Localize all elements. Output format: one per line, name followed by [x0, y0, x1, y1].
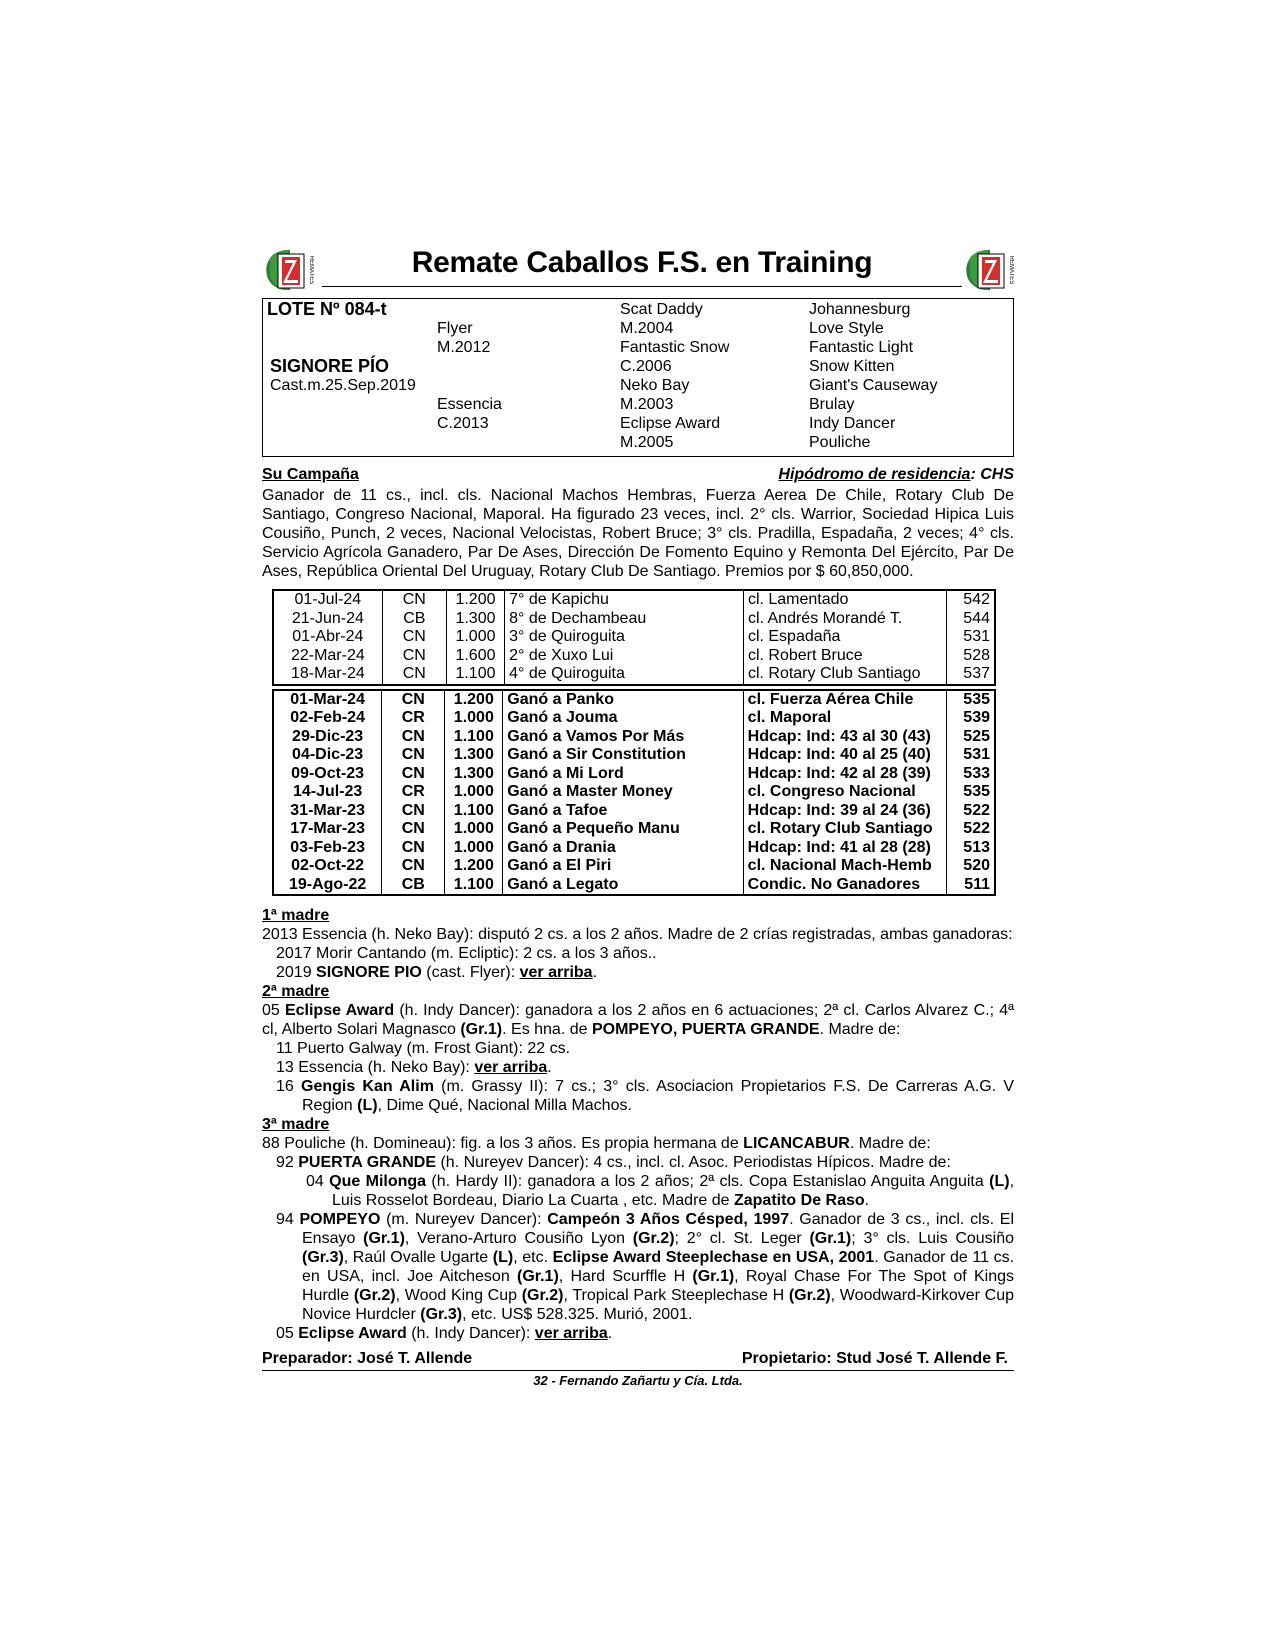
sire-info: M.2012 — [437, 339, 491, 356]
race-class: Hdcap: Ind: 40 al 25 (40) — [743, 746, 947, 765]
text: , Hard Scurffle H — [558, 1268, 693, 1285]
text: (Gr.1) — [692, 1268, 735, 1285]
race-row — [273, 590, 995, 610]
produce-entry — [262, 963, 1014, 982]
dam-info: C.2013 — [437, 415, 489, 432]
race-class: cl. Fuerza Aérea Chile — [743, 690, 947, 710]
race-date: 09-Oct-23 — [273, 765, 382, 784]
gen3-entry: Love Style — [809, 320, 884, 337]
page-header — [262, 240, 1014, 294]
text: , etc. — [513, 1249, 553, 1266]
race-track: CN — [382, 628, 446, 647]
race-result: 3° de Quiroguita — [505, 628, 744, 647]
race-track: CR — [382, 783, 445, 802]
race-track: CR — [382, 709, 445, 728]
dam-name: Essencia — [437, 396, 502, 413]
race-distance: 1.000 — [445, 839, 503, 858]
race-distance: 1.100 — [445, 728, 503, 747]
text: . — [547, 1059, 552, 1076]
text: 16 — [276, 1078, 301, 1095]
race-distance: 1.600 — [446, 647, 504, 666]
text: Zapatito De Raso — [733, 1192, 865, 1209]
first-dam-section — [262, 906, 1014, 1343]
race-row — [273, 820, 995, 839]
produce-entry — [262, 1153, 1014, 1172]
race-distance: 1.100 — [446, 665, 504, 685]
catalog-page — [262, 240, 1014, 1388]
race-weight: 528 — [947, 647, 995, 666]
race-weight: 531 — [947, 628, 995, 647]
text: (Gr.1) — [460, 1021, 503, 1038]
gen2-entry: Fantastic Snow — [620, 339, 730, 356]
text: 2019 — [276, 964, 317, 981]
race-result: Ganó a Mi Lord — [503, 765, 743, 784]
trainer: Preparador: José T. Allende — [262, 1350, 473, 1367]
race-distance: 1.300 — [445, 765, 503, 784]
gen3-entry: Johannesburg — [809, 301, 911, 318]
gen2-entry: M.2005 — [620, 434, 674, 451]
text: 05 — [262, 1002, 285, 1019]
campaign-heading: Su Campaña — [262, 466, 359, 483]
race-class: Hdcap: Ind: 41 al 28 (28) — [743, 839, 947, 858]
text: (Gr.1) — [516, 1268, 559, 1285]
gen2-entry: Eclipse Award — [620, 415, 721, 432]
race-distance: 1.000 — [445, 820, 503, 839]
text: PUERTA GRANDE — [298, 1154, 437, 1171]
text: (Gr.2) — [521, 1287, 564, 1304]
text: (h. Hardy II): ganadora a los 2 años; 2ª cls. Copa Estanislao Anguita Anguita — [426, 1173, 990, 1190]
horse-info: Cast.m.25.Sep.2019 — [270, 377, 416, 394]
race-date: 02-Oct-22 — [273, 857, 382, 876]
first-dam-heading: 1ª madre — [262, 907, 330, 924]
race-weight: 522 — [947, 802, 995, 821]
race-class: cl. Rotary Club Santiago — [743, 820, 947, 839]
race-result: Ganó a Pequeño Manu — [503, 820, 743, 839]
race-track: CN — [382, 839, 445, 858]
text: Eclipse Award — [298, 1325, 407, 1342]
lot-number: LOTE Nº 084-t — [267, 299, 387, 319]
race-track: CN — [382, 746, 445, 765]
text: , Raúl Ovalle Ugarte — [343, 1249, 493, 1266]
text: , Verano-Arturo Cousiño Lyon — [404, 1230, 633, 1247]
text: (m. Nureyev Dancer): — [380, 1211, 548, 1228]
text: Eclipse Award Steeplechase en USA, 2001 — [552, 1249, 875, 1266]
race-track: CN — [382, 820, 445, 839]
logo-text-right: REMATES — [1008, 255, 1014, 285]
race-weight: 535 — [947, 690, 995, 710]
gen3-entry: Fantastic Light — [809, 339, 914, 356]
race-date: 29-Dic-23 — [273, 728, 382, 747]
text: (L) — [357, 1097, 378, 1114]
text: POMPEYO, PUERTA GRANDE — [591, 1021, 820, 1038]
race-row — [273, 628, 995, 647]
residence-value: : CHS — [970, 466, 1014, 483]
race-distance: 1.100 — [445, 802, 503, 821]
produce-entry: 11 Puerto Galway (m. Frost Giant): 22 cs. — [276, 1040, 571, 1057]
race-result: Ganó a Vamos Por Más — [503, 728, 743, 747]
second-dam-text — [262, 1001, 1014, 1039]
race-class: cl. Nacional Mach-Hemb — [743, 857, 947, 876]
text: LICANCABUR — [743, 1135, 850, 1152]
race-class: cl. Lamentado — [743, 590, 946, 610]
text: , Wood King Cup — [395, 1287, 522, 1304]
race-result: 7° de Kapichu — [505, 590, 744, 610]
pedigree-box — [262, 298, 1014, 457]
text: . Ganador de 11 cs. en USA, incl. Joe Aitcheson — [302, 1249, 1015, 1285]
race-track: CN — [382, 765, 445, 784]
text: . Madre de: — [819, 1021, 901, 1038]
gen2-entry: C.2006 — [620, 358, 672, 375]
text: 04 — [306, 1173, 330, 1190]
owner: Propietario: Stud José T. Allende F. — [741, 1350, 1008, 1367]
race-row — [273, 802, 995, 821]
race-date: 01-Mar-24 — [273, 690, 382, 710]
race-weight: 542 — [947, 590, 995, 610]
race-result: Ganó a Master Money — [503, 783, 743, 802]
produce-entry — [262, 1058, 1014, 1077]
text: . — [592, 964, 598, 981]
race-class: Hdcap: Ind: 43 al 30 (43) — [743, 728, 947, 747]
race-distance: 1.200 — [445, 857, 503, 876]
text: 94 — [276, 1211, 300, 1228]
gen2-entry: Neko Bay — [620, 377, 690, 394]
text: (Gr.1) — [809, 1230, 852, 1247]
produce-entry: 2017 Morir Cantando (m. Ecliptic): 2 cs. a los 3 años.. — [276, 945, 657, 962]
race-row — [273, 857, 995, 876]
race-class: Hdcap: Ind: 42 al 28 (39) — [743, 765, 947, 784]
race-date: 22-Mar-24 — [273, 647, 382, 666]
see-above-link[interactable]: ver arriba — [519, 964, 593, 981]
page-title: Remate Caballos F.S. en Training — [322, 240, 962, 287]
text: (Gr.3) — [302, 1249, 344, 1266]
third-dam-heading: 3ª madre — [262, 1116, 330, 1133]
race-distance: 1.300 — [445, 746, 503, 765]
second-dam-heading: 2ª madre — [262, 983, 330, 1000]
race-distance: 1.000 — [446, 628, 504, 647]
race-weight: 535 — [947, 783, 995, 802]
text: 92 — [276, 1154, 299, 1171]
text: POMPEYO — [299, 1211, 381, 1228]
race-track: CN — [382, 590, 446, 610]
produce-entry — [262, 1077, 1014, 1115]
wins-table — [272, 689, 996, 897]
race-class: cl. Maporal — [743, 709, 947, 728]
footer-credits — [262, 1348, 1014, 1371]
gen3-entry: Brulay — [809, 396, 855, 413]
text: (Gr.1) — [363, 1230, 405, 1247]
race-row — [273, 876, 995, 896]
race-track: CN — [382, 857, 445, 876]
race-result: Ganó a Sir Constitution — [503, 746, 743, 765]
text: , etc. US$ 528.325. Murió, 2001. — [462, 1306, 693, 1323]
sire-name: Flyer — [437, 320, 473, 337]
race-row — [273, 709, 995, 728]
text: (h. Indy Dancer): ganadora a los 2 años en 6 actuaciones; 2ª cl. Carlos Alvarez C.; 4ª cl, Alberto Solari Magnasco — [262, 1002, 1015, 1038]
race-row — [273, 728, 995, 747]
race-row — [273, 665, 995, 685]
race-date: 01-Abr-24 — [273, 628, 382, 647]
text: (L) — [989, 1173, 1010, 1190]
race-result: Ganó a Jouma — [503, 709, 743, 728]
gen3-entry: Pouliche — [809, 434, 871, 451]
text: ; 2° cl. St. Leger — [674, 1230, 810, 1247]
race-result: 4° de Quiroguita — [505, 665, 744, 685]
text: (Gr.2) — [788, 1287, 831, 1304]
residence — [778, 466, 1014, 484]
text: ; 3° cls. Luis Cousiño — [851, 1230, 1015, 1247]
race-result: 8° de Dechambeau — [505, 610, 744, 629]
race-date: 14-Jul-23 — [273, 783, 382, 802]
residence-label: Hipódromo de residencia — [778, 466, 971, 483]
race-class: cl. Rotary Club Santiago — [743, 665, 946, 685]
race-result: Ganó a Tafoe — [503, 802, 743, 821]
gen3-entry: Snow Kitten — [809, 358, 895, 375]
race-track: CN — [382, 665, 446, 685]
gen2-entry: M.2004 — [620, 320, 674, 337]
race-date: 01-Jul-24 — [273, 590, 382, 610]
race-date: 21-Jun-24 — [273, 610, 382, 629]
text: . Ganador de 3 cs., incl. cls. El Ensayo — [302, 1211, 1015, 1247]
text: (L) — [492, 1249, 514, 1266]
text: SIGNORE PIO — [316, 964, 422, 981]
zanartu-logo-right — [962, 246, 1014, 292]
race-weight: 513 — [947, 839, 995, 858]
race-distance: 1.200 — [446, 590, 504, 610]
race-result: Ganó a Panko — [503, 690, 743, 710]
campaign-text: Ganador de 11 cs., incl. cls. Nacional Machos Hembras, Fuerza Aerea De Chile, Rotary Club De Santiago, Congreso Nacional, Maporal. Ha figurado 23 veces, incl. 2° cls. Warrior, Sociedad Hipica Luis Cousiño, Punch, 2 veces, Nacional Velocistas, Robert Bruce; 3° cls. Pradilla, Espadaña, 2 veces; 4° cls. Servicio Agrícola Ganadero, Par De Ases, Dirección De Fomento Equino y Remonta Del Ejército, Par De Ases, República Oriental Del Uruguay, Rotary Club De Santiago. Premios por $ 60,850,000. — [262, 487, 1014, 580]
race-row — [273, 746, 995, 765]
page-footer: 32 - Fernando Zañartu y Cía. Ltda. — [533, 1373, 743, 1388]
zanartu-logo-left — [262, 246, 314, 292]
race-class: cl. Andrés Morandé T. — [743, 610, 946, 629]
race-track: CN — [382, 728, 445, 747]
race-class: cl. Congreso Nacional — [743, 783, 947, 802]
race-class: Condic. No Ganadores — [743, 876, 947, 896]
race-row — [273, 765, 995, 784]
text: . Es hna. de — [502, 1021, 592, 1038]
gen2-entry: Scat Daddy — [620, 301, 703, 318]
text: Campeón 3 Años Césped, 1997 — [547, 1211, 790, 1228]
text: 13 Essencia (h. Neko Bay): — [276, 1059, 475, 1076]
text: 88 Pouliche (h. Domineau): fig. a los 3 años. Es propia hermana de — [262, 1135, 744, 1152]
text: , Tropical Park Steeplechase H — [563, 1287, 789, 1304]
text: (Gr.3) — [420, 1306, 463, 1323]
race-distance: 1.200 — [445, 690, 503, 710]
race-track: CN — [382, 647, 446, 666]
race-weight: 539 — [947, 709, 995, 728]
race-distance: 1.000 — [445, 709, 503, 728]
text: . — [607, 1325, 613, 1342]
text: Eclipse Award — [284, 1002, 395, 1019]
race-date: 02-Feb-24 — [273, 709, 382, 728]
race-distance: 1.000 — [445, 783, 503, 802]
race-track: CN — [382, 690, 445, 710]
race-date: 31-Mar-23 — [273, 802, 382, 821]
race-row — [273, 610, 995, 629]
race-date: 18-Mar-24 — [273, 665, 382, 685]
race-class: Hdcap: Ind: 39 al 24 (36) — [743, 802, 947, 821]
race-weight: 537 — [947, 665, 995, 685]
race-weight: 525 — [947, 728, 995, 747]
race-weight: 533 — [947, 765, 995, 784]
race-distance: 1.100 — [445, 876, 503, 896]
recent-races-table — [272, 589, 996, 686]
horse-name: SIGNORE PÍO — [270, 356, 390, 376]
produce-entry — [262, 1210, 1014, 1324]
text: (Gr.2) — [353, 1287, 396, 1304]
text: Que Milonga — [329, 1173, 427, 1190]
gen3-entry: Giant's Causeway — [809, 377, 938, 394]
gen2-entry: M.2003 — [620, 396, 674, 413]
race-weight: 522 — [947, 820, 995, 839]
see-above-link[interactable]: ver arriba — [534, 1325, 608, 1342]
text: (h. Indy Dancer): — [406, 1325, 535, 1342]
text: (cast. Flyer): — [421, 964, 520, 981]
race-row — [273, 647, 995, 666]
text: 05 — [276, 1325, 299, 1342]
see-above-link[interactable]: ver arriba — [474, 1059, 548, 1076]
race-date: 04-Dic-23 — [273, 746, 382, 765]
text: (h. Nureyev Dancer): 4 cs., incl. cl. Asoc. Periodistas Hípicos. Madre de: — [436, 1154, 951, 1171]
text: , Dime Qué, Nacional Milla Machos. — [377, 1097, 632, 1114]
race-weight: 531 — [947, 746, 995, 765]
produce-entry — [262, 1172, 1014, 1210]
race-row — [273, 839, 995, 858]
race-weight: 520 — [947, 857, 995, 876]
race-weight: 511 — [947, 876, 995, 896]
race-class: cl. Robert Bruce — [743, 647, 946, 666]
campaign-header — [262, 466, 1014, 486]
race-track: CB — [382, 876, 445, 896]
text: . Madre de: — [849, 1135, 931, 1152]
first-dam-text: 2013 Essencia (h. Neko Bay): disputó 2 cs. a los 2 años. Madre de 2 crías registradas, ambas ganadoras: — [262, 926, 1013, 943]
text: , Luis Rosselot Bordeau, Diario La Cuarta , etc. Madre de — [332, 1173, 1015, 1209]
text: Gengis Kan Alim — [301, 1078, 434, 1095]
race-result: Ganó a Drania — [503, 839, 743, 858]
logo-text-left: REMATES — [308, 255, 314, 285]
race-weight: 544 — [947, 610, 995, 629]
third-dam-text — [262, 1134, 1014, 1153]
gen3-entry: Indy Dancer — [809, 415, 896, 432]
race-distance: 1.300 — [446, 610, 504, 629]
race-date: 03-Feb-23 — [273, 839, 382, 858]
race-track: CN — [382, 802, 445, 821]
race-date: 19-Ago-22 — [273, 876, 382, 896]
race-row — [273, 783, 995, 802]
text: , Woodward-Kirkover Cup Novice Hurdcler — [302, 1287, 1015, 1323]
race-track: CB — [382, 610, 446, 629]
text: . — [864, 1192, 870, 1209]
produce-entry — [262, 1324, 1014, 1343]
race-row — [273, 690, 995, 710]
text: (m. Grassy II): 7 cs.; 3° cls. Asociacion Propietarios F.S. De Carreras A.G. V Region — [302, 1078, 1015, 1114]
text: (Gr.2) — [632, 1230, 675, 1247]
race-result: Ganó a Legato — [503, 876, 743, 896]
race-class: cl. Espadaña — [743, 628, 946, 647]
text: , Royal Chase For The Spot of Kings Hurdle — [302, 1268, 1015, 1304]
race-result: Ganó a El Piri — [503, 857, 743, 876]
race-date: 17-Mar-23 — [273, 820, 382, 839]
race-result: 2° de Xuxo Lui — [505, 647, 744, 666]
